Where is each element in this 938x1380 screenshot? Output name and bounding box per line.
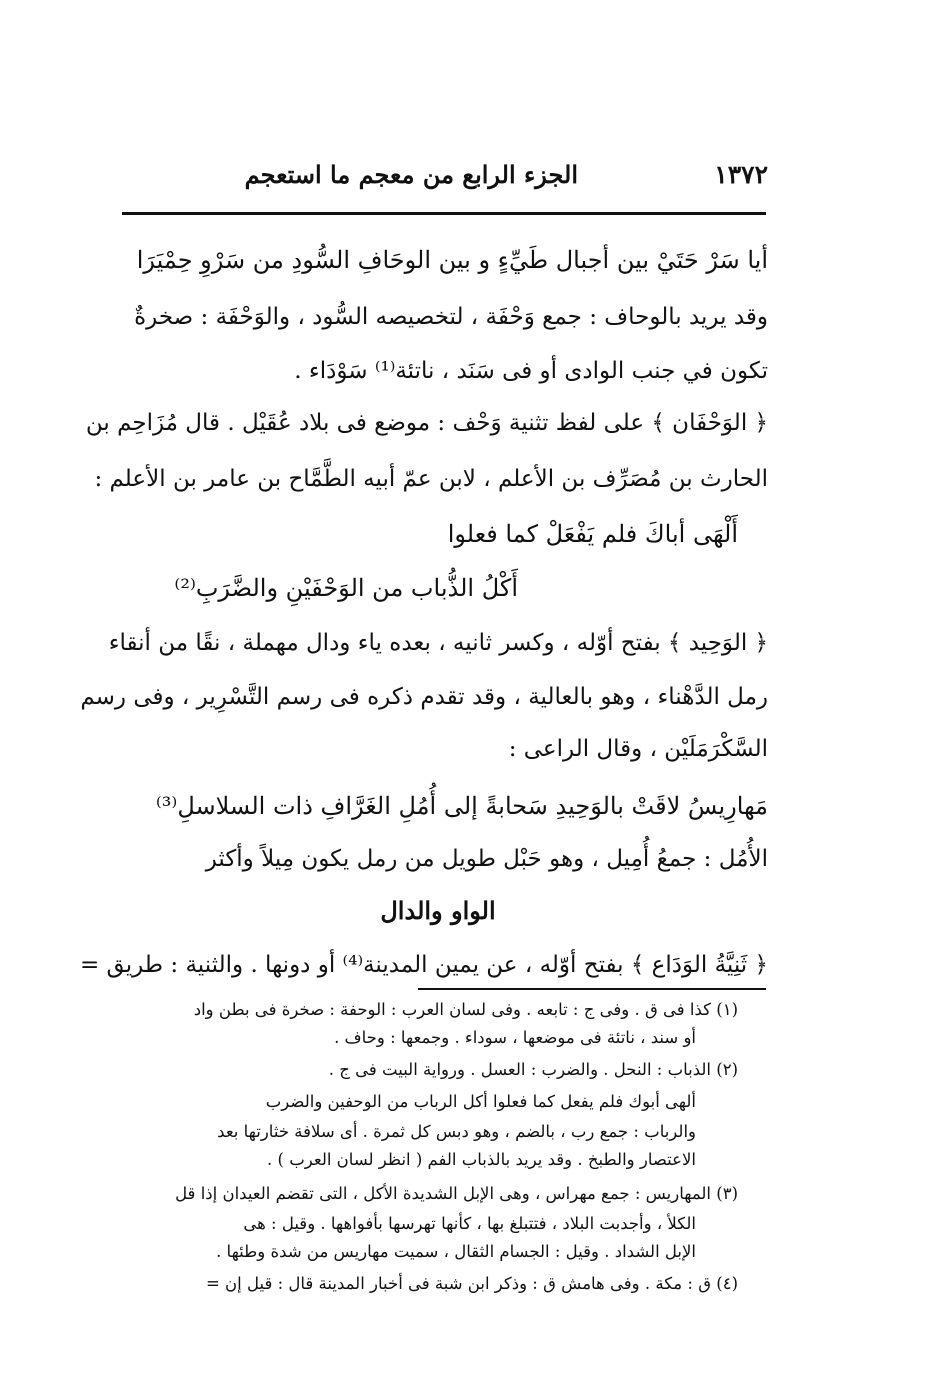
section-heading: الواو والدال (380, 896, 496, 925)
footnote-line: (١) كذا فى ق . وفى ج : تابعه . وفى لسان العرب : الوحفة : صخرة فى بطن واد (193, 1000, 738, 1019)
verse-hemistich: أَكْلُ الذُّباب من الوَحْفَيْنِ والضَّرَبِ⁽²⁾ (174, 574, 518, 602)
footnote-line: الاعتصار والطبخ . وقد يريد بالذباب الفم ( انظر لسان العرب ) . (267, 1150, 696, 1169)
text-line: الحارث بن مُصَرِّف بن الأعلم ، لابن عمّ أبيه الطَّمَّاح بن عامر بن الأعلم : (94, 466, 768, 492)
footnote-line: الكلأ ، وأجدبت البلاد ، فتتبلغ بها ، كأنها تهرسها بأفواهها . وقيل : هى (243, 1214, 696, 1233)
entry-line: ﴿ الوَحِيد ﴾ بفتح أوّله ، وكسر ثانيه ، بعده ياء ودال مهملة ، نقًا من أنقاء (108, 630, 768, 656)
footnote-line: الإبل الشداد . وقيل : الجسام الثقال ، سميت مهاريس من شدة وطئها . (216, 1242, 696, 1261)
footnote-line: (٣) المهاريس : جمع مهراس ، وهى الإبل الشديدة الأكل ، التى تقضم العيدان إذا قل (175, 1184, 738, 1203)
text-line: السَّكْرَمَلَيْن ، وقال الراعى : (508, 736, 768, 762)
footnote-line: أو سند ، ناتئة فى موضعها ، سوداء . وجمعها : وحاف . (334, 1028, 696, 1047)
footnote-line: ألهى أبوك فلم يفعل كما فعلوا أكل الرباب من الوحفين والضرب (265, 1092, 696, 1111)
verse-line: مَهارِيسُ لاقَتْ بالوَحِيدِ سَحابةً إلى أُمُلِ الغَرَّافِ ذات السلاسلِ⁽³⁾ (155, 792, 768, 820)
footnote-line: والرباب : جمع رب ، بالضم ، وهو دبس كل ثمرة . أى سلافة خثارتها بعد (217, 1122, 696, 1141)
running-title: الجزء الرابع من معجم ما استعجم (244, 160, 578, 189)
header-rule (122, 212, 766, 215)
footnote-rule (418, 988, 766, 990)
footnote-line: (٤) ق : مكة . وفى هامش ق : وذكر ابن شبة فى أخبار المدينة قال : قيل إن = (205, 1274, 738, 1293)
entry-line: ﴿ الوَحْفَان ﴾ على لفظ تثنية وَحْف : موضع فى بلاد عُقَيْل . قال مُزَاحِم بن (85, 410, 768, 436)
verse-line: أيا سَرْ حَتَيْ بين أجبال طَيِّءٍ و بين الوحَافِ السُّودِ من سَرْوِ حِمْيَرَا (136, 246, 768, 274)
verse-hemistich: أَلْهَى أباكَ فلم يَفْعَلْ كما فعلوا (447, 520, 738, 548)
text-line: وقد يريد بالوحاف : جمع وَحْفَة ، لتخصيصه السُّود ، والوَحْفَة : صخرةٌ (134, 304, 768, 330)
running-header (118, 160, 768, 210)
text-line: تكون في جنب الوادى أو فى سَنَد ، ناتئة⁽¹⁾ سَوْدَاء . (294, 358, 768, 384)
footnote-line: (٢) الذباب : النحل . والضرب : العسل . ورواية البيت فى ج . (328, 1060, 738, 1079)
text-line: رمل الدَّهْناء ، وهو بالعالية ، وقد تقدم ذكره فى رسم التَّسْرِير ، وفى رسم (80, 684, 768, 710)
entry-line: ﴿ ثَنِيَّةُ الوَدَاع ﴾ بفتح أوّله ، عن يمين المدينة⁽⁴⁾ أو دونها . والثنية : طريق = (79, 952, 768, 978)
page-number: ١٣٧٢ (714, 160, 768, 189)
text-line: الأُمُل : جمعُ أُمِيل ، وهو حَبْل طويل من رمل يكون مِيلاً وأكثر (205, 846, 768, 872)
